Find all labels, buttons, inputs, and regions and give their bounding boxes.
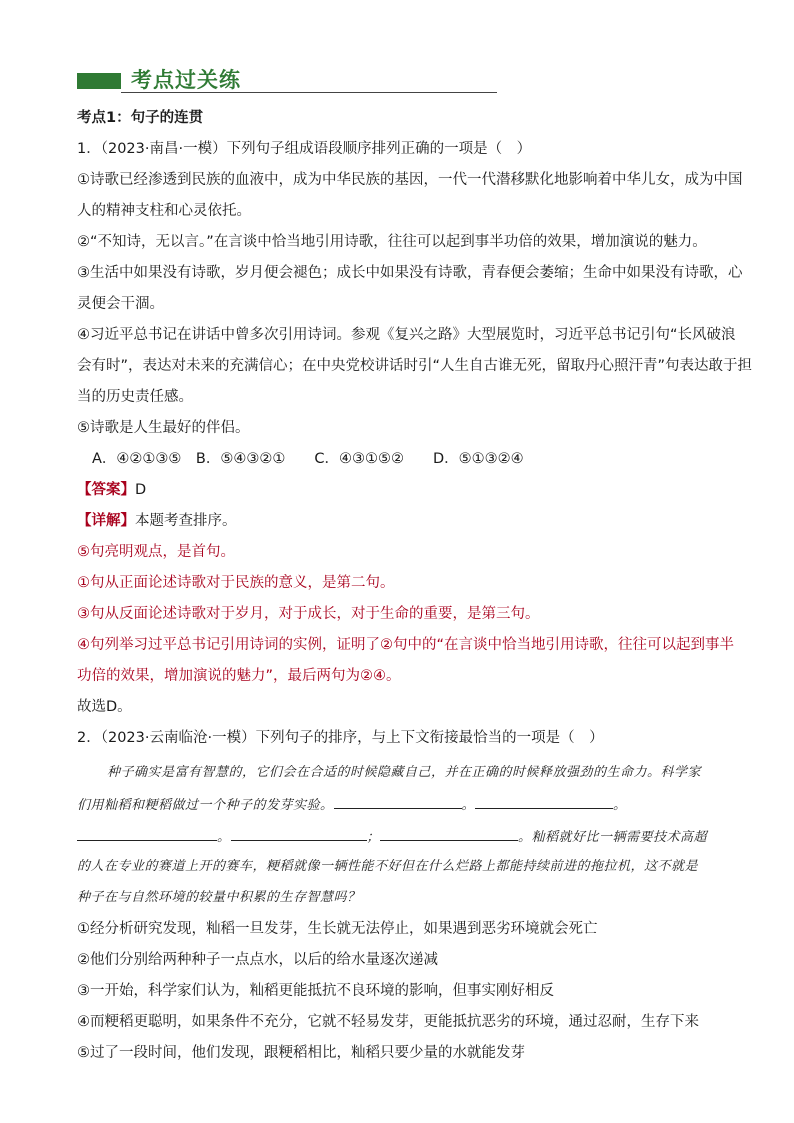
blank-1 (334, 794, 462, 809)
q2-sentence-2: ②他们分别给两种种子一点点水，以后的给水量逐次递减 (77, 952, 438, 968)
answer-value: D (135, 482, 147, 498)
q1-sentence-2: ②“不知诗，无以言。”在言谈中恰当地引用诗歌，往往可以起到事半功倍的效果，增加演说的魅力。 (77, 234, 707, 250)
q1-detail (77, 511, 237, 531)
section-header (77, 64, 497, 94)
header-accent-bar (77, 73, 121, 89)
detail-label: 【详解】 (77, 513, 135, 529)
q2-stem: 2．（2023·云南临沧·一模）下列句子的排序，与上下文衔接最恰当的一项是（ ） (77, 730, 604, 746)
q2-passage-1: 种子确实是富有智慧的，它们会在合适的时候隐藏自己，并在正确的时候释放强劲的生命力。科学家 (107, 765, 702, 780)
q1-conclusion: 故选D。 (77, 699, 132, 715)
q1-sentence-3-a: ③生活中如果没有诗歌，岁月便会褪色；成长中如果没有诗歌，青春便会萎缩；生命中如果没有诗歌，心 (77, 265, 743, 281)
q1-answer (77, 480, 146, 500)
q2-passage-2-text: 们用籼稻和粳稻做过一个种子的发芽实验。 (77, 798, 334, 813)
blank-5 (380, 826, 518, 841)
q2-passage-4: 的人在专业的赛道上开的赛车，粳稻就像一辆性能不好但在什么烂路上都能持续前进的拖拉机，这不就是 (77, 859, 699, 874)
q1-sentence-1-b: 人的精神支柱和心灵依托。 (77, 203, 251, 219)
q2-passage-2: 们用籼稻和粳稻做过一个种子的发芽实验。 。 。 (77, 794, 627, 816)
q1-sentence-4-c: 当的历史责任感。 (77, 389, 193, 405)
q2-sentence-3: ③一开始，科学家们认为，籼稻更能抵抗不良环境的影响，但事实刚好相反 (77, 983, 554, 999)
q1-explanation-3: ③句从反面论述诗歌对于岁月，对于成长，对于生命的重要，是第三句。 (77, 606, 540, 622)
header-rule (121, 92, 497, 93)
header-title: 考点过关练 (131, 67, 241, 92)
q1-options: A．④②①③⑤ B．⑤④③②① C．④③①⑤② D．⑤①③②④ (92, 451, 524, 467)
q2-sentence-5: ⑤过了一段时间，他们发现，跟粳稻相比，籼稻只要少量的水就能发芽 (77, 1045, 525, 1061)
blank-3 (77, 826, 217, 841)
answer-label: 【答案】 (77, 482, 135, 498)
q1-stem: 1．（2023·南昌·一模）下列句子组成语段顺序排列正确的一项是（ ） (77, 141, 532, 157)
q1-sentence-4-a: ④习近平总书记在讲话中曾多次引用诗词。参观《复兴之路》大型展览时，习近平总书记引句“长风破浪 (77, 327, 736, 343)
blank-4 (231, 826, 367, 841)
q1-sentence-3-b: 灵便会干涸。 (77, 296, 164, 312)
q1-sentence-5: ⑤诗歌是人生最好的伴侣。 (77, 420, 250, 436)
q1-sentence-4-b: 会有时”，表达对未来的充满信心；在中央党校讲话时引“人生自古谁无死，留取丹心照汗青”句表达敢于担 (77, 358, 753, 374)
q2-sentence-4: ④而粳稻更聪明，如果条件不充分，它就不轻易发芽，更能抵抗恶劣的环境，通过忍耐，生存下来 (77, 1014, 699, 1030)
q2-sentence-1: ①经分析研究发现，籼稻一旦发芽，生长就无法停止，如果遇到恶劣环境就会死亡 (77, 921, 598, 937)
q1-explanation-2: ①句从正面论述诗歌对于民族的意义，是第二句。 (77, 575, 395, 591)
q2-passage-5: 种子在与自然环境的较量中积累的生存智慧吗？ (77, 890, 361, 905)
q2-passage-3-text: 。籼稻就好比一辆需要技术高超 (518, 830, 708, 845)
topic-title: 考点1：句子的连贯 (77, 110, 204, 126)
detail-text: 本题考查排序。 (135, 513, 237, 529)
q1-explanation-4-a: ④句列举习过平总书记引用诗词的实例，证明了②句中的“在言谈中恰当地引用诗歌，往往可以起到事半 (77, 637, 735, 653)
q1-sentence-1-a: ①诗歌已经渗透到民族的血液中，成为中华民族的基因，一代一代潜移默化地影响着中华儿女，成为中国 (77, 172, 743, 188)
q2-passage-3: 。 ； 。籼稻就好比一辆需要技术高超 (77, 826, 707, 848)
q1-explanation-1: ⑤句亮明观点，是首句。 (77, 544, 235, 560)
blank-2 (475, 794, 613, 809)
q1-explanation-4-b: 功倍的效果，增加演说的魅力”，最后两句为②④。 (77, 668, 401, 684)
